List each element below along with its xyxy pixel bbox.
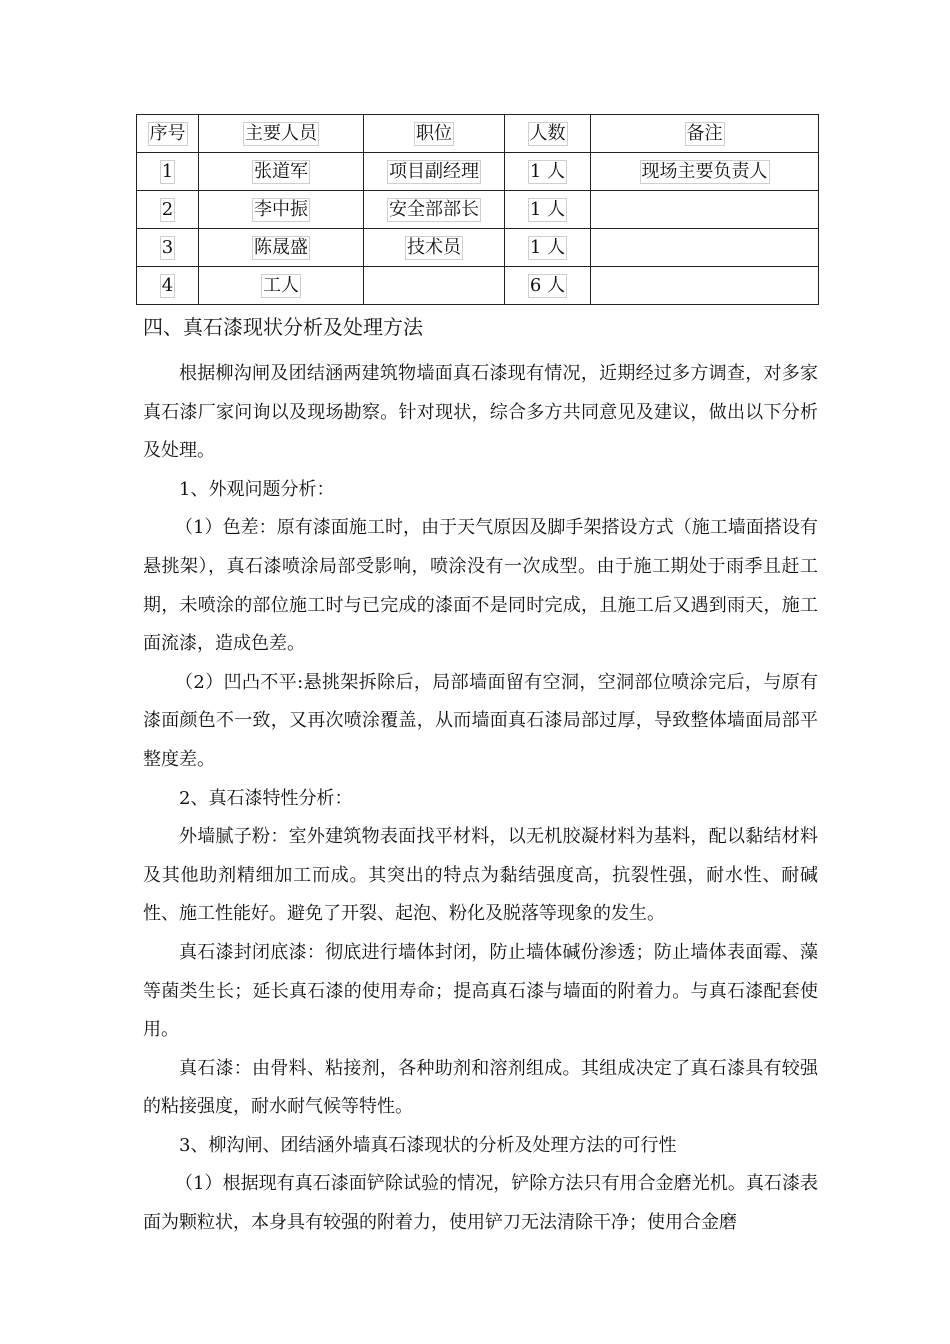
table-cell: 1 bbox=[137, 153, 199, 191]
staff-table bbox=[136, 114, 819, 305]
table-cell: 张道军 bbox=[199, 153, 364, 191]
paragraph: 3、柳沟闸、团结涵外墙真石漆现状的分析及处理方法的可行性 bbox=[179, 1134, 677, 1156]
table-cell: 李中振 bbox=[199, 191, 364, 229]
header-cell: 备注 bbox=[591, 115, 819, 153]
table-header-row bbox=[137, 115, 819, 153]
table-cell: 3 bbox=[137, 229, 199, 267]
table-row bbox=[137, 153, 819, 191]
header-cell: 人数 bbox=[505, 115, 591, 153]
paragraph: 2、真石漆特性分析： bbox=[179, 787, 353, 809]
table-cell: 现场主要负责人 bbox=[591, 153, 819, 191]
table-row bbox=[137, 267, 819, 305]
paragraph: 真石漆：由骨料、粘接剂，各种助剂和溶剂组成。其组成决定了真石漆具有较强的粘接强度，耐水耐气候等特性。 bbox=[143, 1057, 818, 1118]
table-cell: 项目副经理 bbox=[364, 153, 505, 191]
table-cell: 4 bbox=[137, 267, 199, 305]
header-cell: 序号 bbox=[137, 115, 199, 153]
table-cell: 陈晟盛 bbox=[199, 229, 364, 267]
table-cell bbox=[591, 191, 819, 229]
paragraph: （1）根据现有真石漆面铲除试验的情况，铲除方法只有用合金磨光机。真石漆表面为颗粒状，本身具有较强的附着力，使用铲刀无法清除干净；使用合金磨 bbox=[143, 1173, 818, 1234]
table-cell: 安全部部长 bbox=[364, 191, 505, 229]
table-cell: 2 bbox=[137, 191, 199, 229]
table-cell: 6 人 bbox=[505, 267, 591, 305]
paragraph: 真石漆封闭底漆：彻底进行墙体封闭，防止墙体碱份渗透；防止墙体表面霉、藻等菌类生长；延长真石漆的使用寿命；提高真石漆与墙面的附着力。与真石漆配套使用。 bbox=[143, 941, 818, 1041]
table-cell: 1 人 bbox=[505, 229, 591, 267]
header-cell: 主要人员 bbox=[199, 115, 364, 153]
table-cell bbox=[364, 267, 505, 305]
header-cell: 职位 bbox=[364, 115, 505, 153]
paragraph: 根据柳沟闸及团结涵两建筑物墙面真石漆现有情况，近期经过多方调查，对多家真石漆厂家问询以及现场勘察。针对现状，综合多方共同意见及建议，做出以下分析及处理。 bbox=[143, 363, 818, 462]
body-text bbox=[143, 355, 818, 1243]
table-row bbox=[137, 191, 819, 229]
paragraph: 1、外观问题分析： bbox=[179, 478, 335, 500]
table-row bbox=[137, 229, 819, 267]
paragraph: 外墙腻子粉：室外建筑物表面找平材料，以无机胶凝材料为基料，配以黏结材料及其他助剂精细加工而成。其突出的特点为黏结强度高，抗裂性强，耐水性、耐碱性、施工性能好。避免了开裂、起泡、粉化及脱落等现象的发生。 bbox=[143, 826, 818, 925]
table-cell: 工人 bbox=[199, 267, 364, 305]
table-cell bbox=[591, 267, 819, 305]
table-cell: 技术员 bbox=[364, 229, 505, 267]
table-cell bbox=[591, 229, 819, 267]
section-heading: 四、真石漆现状分析及处理方法 bbox=[143, 315, 423, 339]
table-cell: 1 人 bbox=[505, 153, 591, 191]
paragraph: （1）色差：原有漆面施工时，由于天气原因及脚手架搭设方式（施工墙面搭设有悬挑架），真石漆喷涂局部受影响，喷涂没有一次成型。由于施工期处于雨季且赶工期，未喷涂的部位施工时与已完成的漆面不是同时完成，且施工后又遇到雨天，施工面流漆，造成色差。 bbox=[143, 517, 818, 655]
paragraph: （2）凹凸不平:悬挑架拆除后，局部墙面留有空洞，空洞部位喷涂完后，与原有漆面颜色不一致，又再次喷涂覆盖，从而墙面真石漆局部过厚，导致整体墙面局部平整度差。 bbox=[143, 671, 818, 770]
table-cell: 1 人 bbox=[505, 191, 591, 229]
